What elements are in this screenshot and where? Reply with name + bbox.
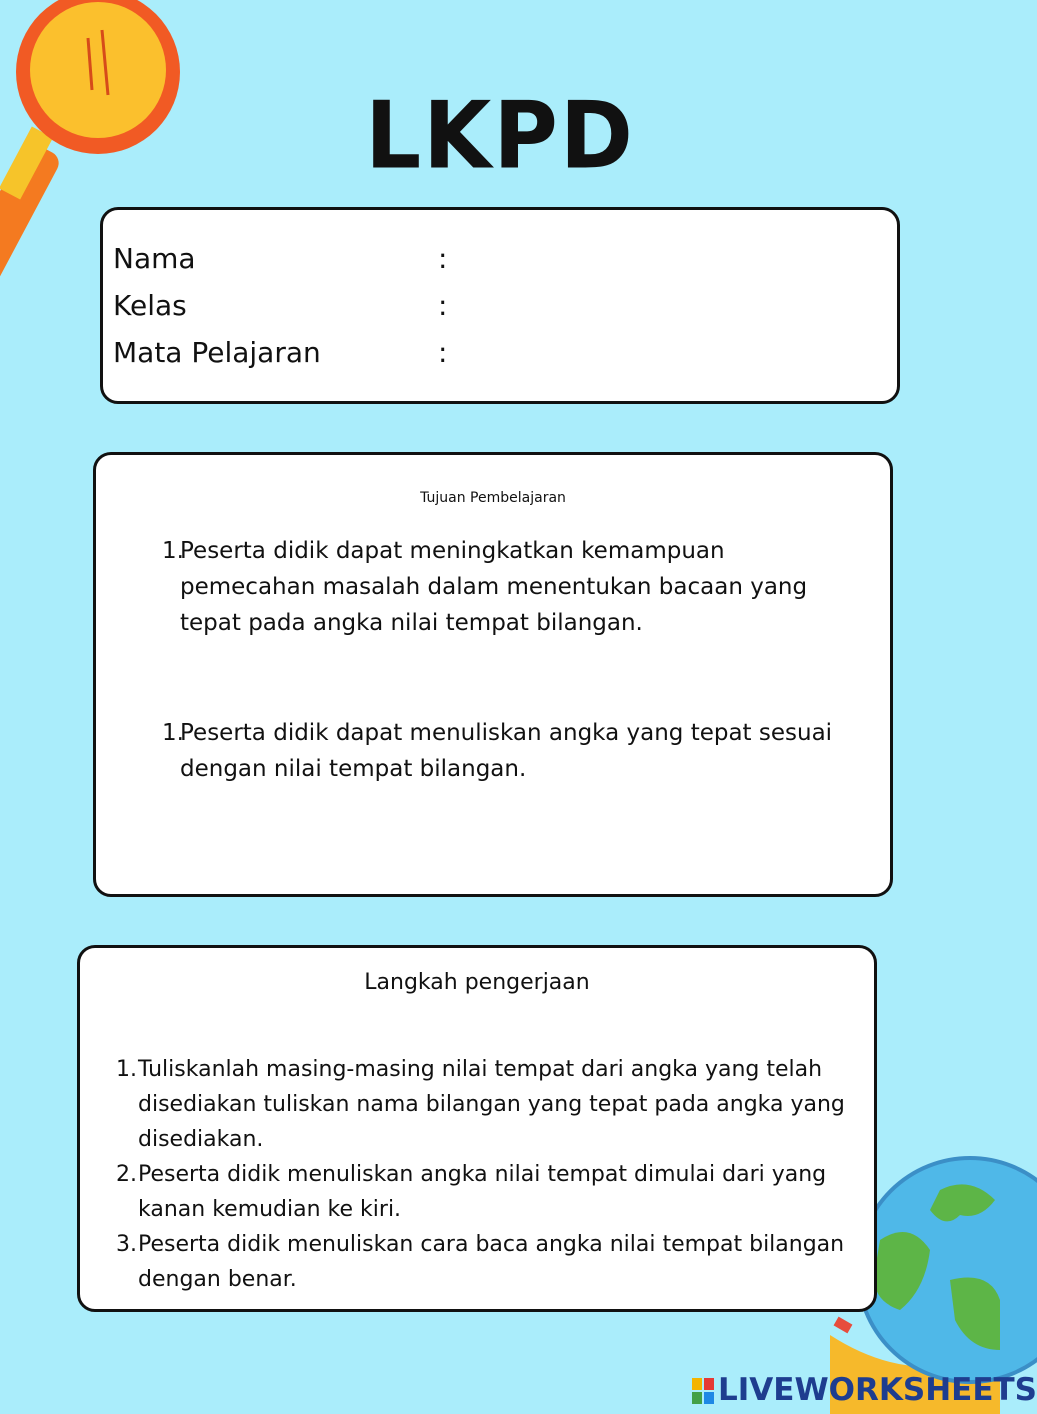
field-label-mata-pelajaran: Mata Pelajaran (113, 336, 321, 369)
step-item (116, 1052, 856, 1157)
step-number: 3. (116, 1232, 137, 1257)
step-text: Peserta didik menuliskan angka nilai tempat dimulai dari yang kanan kemudian ke kiri. (138, 1162, 827, 1222)
page-title: LKPD (365, 81, 635, 190)
identity-row (113, 289, 448, 322)
field-label-nama: Nama (113, 242, 196, 275)
objective-item (162, 715, 852, 787)
field-colon: : (438, 289, 448, 322)
steps-heading: Langkah pengerjaan (364, 970, 590, 995)
objective-text: Peserta didik dapat meningkatkan kemampuan pemecahan masalah dalam menentukan bacaan yang tepat pada angka nilai tempat bilangan. (180, 538, 808, 636)
step-item (116, 1227, 856, 1297)
objectives-box (93, 452, 893, 897)
objective-text: Peserta didik dapat menuliskan angka yang tepat sesuai dengan nilai tempat bilangan. (180, 720, 833, 782)
step-item (116, 1157, 856, 1227)
objective-number: 1. (162, 720, 184, 746)
objective-number: 1. (162, 538, 184, 564)
objectives-heading: Tujuan Pembelajaran (420, 490, 566, 506)
identity-row (113, 242, 448, 275)
identity-row (113, 336, 448, 369)
liveworksheets-logo-icon (692, 1378, 714, 1404)
field-label-kelas: Kelas (113, 289, 187, 322)
step-number: 2. (116, 1162, 137, 1187)
field-colon: : (438, 242, 448, 275)
steps-box (77, 945, 877, 1312)
step-number: 1. (116, 1057, 137, 1082)
field-colon: : (438, 336, 448, 369)
watermark-brand[interactable]: LIVEWORKSHEETS (718, 1372, 1037, 1408)
step-text: Tuliskanlah masing-masing nilai tempat dari angka yang telah disediakan tuliskan nama bilangan yang tepat pada angka yang disediakan. (138, 1057, 845, 1152)
objective-item (162, 533, 852, 641)
step-text: Peserta didik menuliskan cara baca angka nilai tempat bilangan dengan benar. (138, 1232, 845, 1292)
identity-box (100, 207, 900, 404)
